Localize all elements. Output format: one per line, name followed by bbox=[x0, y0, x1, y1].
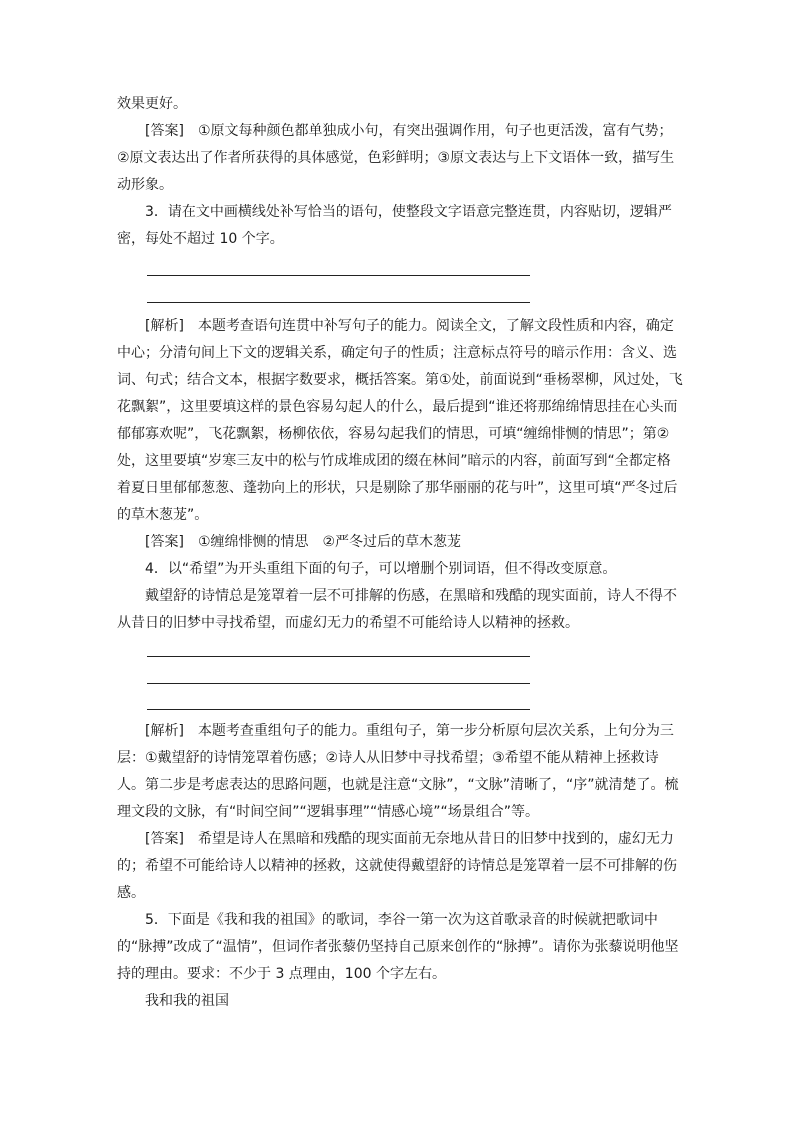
blank-line-2[interactable] bbox=[147, 302, 530, 303]
answer-2 bbox=[117, 118, 683, 199]
analysis-text: 本题考查语句连贯中补写句子的能力。阅读全文，了解文段性质和内容，确定中心；分清句间上下文的逻辑关系，确定句子的性质；注意标点符号的暗示作用：含义、选词、句式；结合文本，根据字数要求，概括答案。第①处，前面说到“垂杨翠柳，风过处，飞花飘絮”，这里要填这样的景色容易勾起人的什么，最后提到“谁还将那绵绵情思挂在心头而郁郁寡欢呢”，飞花飘絮，杨柳依依，容易勾起我们的情思，可填“缠绵悱恻的情思”；第②处，这里要填“岁寒三友中的松与竹成堆成团的缀在林间”暗示的内容，前面写到“全都定格着夏日里郁郁葱葱、蓬勃向上的形状，只是剔除了那华丽丽的花与叶”，这里可填“严冬过后的草木葱茏”。 bbox=[117, 318, 683, 523]
question-4: 4．以“希望”为开头重组下面的句子，可以增删个别词语，但不得改变原意。 bbox=[145, 561, 617, 577]
song-title: 我和我的祖国 bbox=[145, 993, 229, 1009]
analysis-text: 本题考查重组句子的能力。重组句子，第一步分析原句层次关系，上句分为三层：①戴望舒的诗情笼罩着伤感；②诗人从旧梦中寻找希望；③希望不能从精神上拯救诗人。第二步是考虑表达的思路问题，也就是注意“文脉”，“文脉”清晰了，“序”就清楚了。梳理文段的文脉，有“时间空间”“逻辑事理”“情感心境”“场景组合”等。 bbox=[117, 723, 679, 820]
analysis-tag: [解析] bbox=[145, 723, 184, 739]
answer-tag: [答案] bbox=[145, 534, 184, 550]
answer-3 bbox=[117, 529, 683, 556]
question-5: 5．下面是《我和我的祖国》的歌词，李谷一第一次为这首歌录音的时候就把歌词中的“脉搏”改成了“温情”，但词作者张藜仍坚持自己原来创作的“脉搏”。请你为张藜说明他坚持的理由。要求：不少于 3 点理由，100 个字左右。 bbox=[117, 912, 679, 982]
blank-line-1[interactable] bbox=[147, 275, 530, 276]
analysis-4 bbox=[117, 718, 683, 826]
answer-text: ①原文每种颜色都单独成小句，有突出强调作用，句子也更活泼，富有气势；②原文表达出了作者所获得的具体感觉，色彩鲜明；③原文表达与上下文语体一致，描写生动形象。 bbox=[117, 123, 675, 193]
answer-tag: [答案] bbox=[145, 123, 184, 139]
answer-text: 希望是诗人在黑暗和残酷的现实面前无奈地从昔日的旧梦中找到的，虚幻无力的；希望不可能给诗人以精神的拯救，这就使得戴望舒的诗情总是笼罩着一层不可排解的伤感。 bbox=[117, 831, 677, 901]
analysis-3 bbox=[117, 313, 683, 529]
blank-line-3[interactable] bbox=[147, 656, 530, 657]
answer-tag: [答案] bbox=[145, 831, 184, 847]
answer-text: ①缠绵悱恻的情思 ②严冬过后的草木葱茏 bbox=[197, 534, 462, 550]
answer-4 bbox=[117, 826, 683, 907]
blank-line-4[interactable] bbox=[147, 683, 530, 684]
analysis-tag: [解析] bbox=[145, 318, 184, 334]
paragraph-continuation: 效果更好。 bbox=[117, 96, 187, 112]
question-3: 3．请在文中画横线处补写恰当的语句，使整段文字语意完整连贯，内容贴切，逻辑严密，每处不超过 10 个字。 bbox=[117, 204, 672, 247]
question-4-quote: 戴望舒的诗情总是笼罩着一层不可排解的伤感，在黑暗和残酷的现实面前，诗人不得不从昔日的旧梦中寻找希望，而虚幻无力的希望不可能给诗人以精神的拯救。 bbox=[117, 588, 677, 631]
blank-line-5[interactable] bbox=[147, 709, 530, 710]
